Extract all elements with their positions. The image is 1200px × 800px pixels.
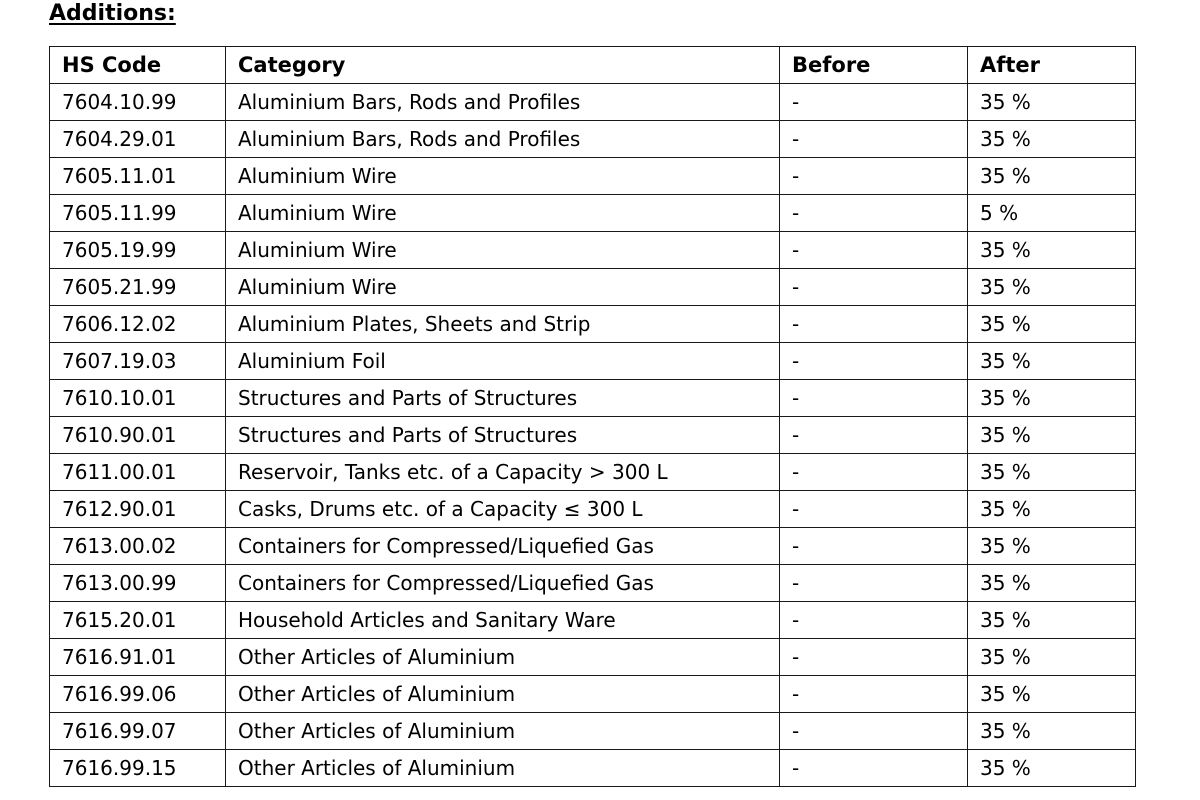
before-rate-cell: - [780, 528, 968, 565]
table-row [50, 565, 1136, 602]
before-rate-cell: - [780, 232, 968, 269]
tariff-table [49, 46, 1136, 787]
after-rate-cell: 35 % [968, 121, 1136, 158]
table-body [50, 84, 1136, 787]
category-cell: Containers for Compressed/Liquefied Gas [226, 528, 780, 565]
after-rate-cell: 35 % [968, 454, 1136, 491]
table-row [50, 676, 1136, 713]
after-rate-cell: 35 % [968, 602, 1136, 639]
category-cell: Aluminium Plates, Sheets and Strip [226, 306, 780, 343]
table-row [50, 121, 1136, 158]
before-rate-cell: - [780, 565, 968, 602]
category-cell: Other Articles of Aluminium [226, 750, 780, 787]
after-rate-cell: 35 % [968, 750, 1136, 787]
category-cell: Aluminium Bars, Rods and Profiles [226, 84, 780, 121]
category-cell: Containers for Compressed/Liquefied Gas [226, 565, 780, 602]
after-rate-cell: 35 % [968, 269, 1136, 306]
before-rate-cell: - [780, 84, 968, 121]
before-rate-cell: - [780, 380, 968, 417]
category-cell: Casks, Drums etc. of a Capacity ≤ 300 L [226, 491, 780, 528]
hs-code-cell: 7612.90.01 [50, 491, 226, 528]
after-rate-cell: 35 % [968, 528, 1136, 565]
after-rate-cell: 35 % [968, 639, 1136, 676]
header-row [50, 47, 1136, 84]
table-row [50, 158, 1136, 195]
category-cell: Household Articles and Sanitary Ware [226, 602, 780, 639]
hs-code-cell: 7604.10.99 [50, 84, 226, 121]
after-rate-cell: 35 % [968, 417, 1136, 454]
before-rate-cell: - [780, 158, 968, 195]
category-cell: Other Articles of Aluminium [226, 713, 780, 750]
table-row [50, 713, 1136, 750]
hs-code-cell: 7610.90.01 [50, 417, 226, 454]
hs-code-cell: 7606.12.02 [50, 306, 226, 343]
hs-code-cell: 7605.21.99 [50, 269, 226, 306]
table-row [50, 602, 1136, 639]
table-row [50, 84, 1136, 121]
category-cell: Structures and Parts of Structures [226, 380, 780, 417]
after-rate-cell: 35 % [968, 565, 1136, 602]
before-rate-cell: - [780, 454, 968, 491]
after-rate-cell: 35 % [968, 491, 1136, 528]
hs-code-cell: 7611.00.01 [50, 454, 226, 491]
category-cell: Aluminium Foil [226, 343, 780, 380]
hs-code-cell: 7605.11.01 [50, 158, 226, 195]
hs-code-cell: 7616.99.15 [50, 750, 226, 787]
column-header-hs-code: HS Code [50, 47, 226, 84]
category-cell: Structures and Parts of Structures [226, 417, 780, 454]
before-rate-cell: - [780, 676, 968, 713]
table-row [50, 306, 1136, 343]
category-cell: Other Articles of Aluminium [226, 676, 780, 713]
column-header-after: After [968, 47, 1136, 84]
before-rate-cell: - [780, 602, 968, 639]
after-rate-cell: 35 % [968, 232, 1136, 269]
after-rate-cell: 35 % [968, 306, 1136, 343]
hs-code-cell: 7610.10.01 [50, 380, 226, 417]
before-rate-cell: - [780, 639, 968, 676]
hs-code-cell: 7616.91.01 [50, 639, 226, 676]
before-rate-cell: - [780, 195, 968, 232]
after-rate-cell: 35 % [968, 713, 1136, 750]
category-cell: Other Articles of Aluminium [226, 639, 780, 676]
hs-code-cell: 7616.99.07 [50, 713, 226, 750]
before-rate-cell: - [780, 306, 968, 343]
after-rate-cell: 35 % [968, 676, 1136, 713]
table-row [50, 380, 1136, 417]
after-rate-cell: 35 % [968, 158, 1136, 195]
category-cell: Reservoir, Tanks etc. of a Capacity > 300 L [226, 454, 780, 491]
category-cell: Aluminium Wire [226, 195, 780, 232]
table-row [50, 417, 1136, 454]
before-rate-cell: - [780, 491, 968, 528]
table-row [50, 639, 1136, 676]
before-rate-cell: - [780, 750, 968, 787]
table-row [50, 454, 1136, 491]
category-cell: Aluminium Wire [226, 269, 780, 306]
before-rate-cell: - [780, 269, 968, 306]
hs-code-cell: 7604.29.01 [50, 121, 226, 158]
after-rate-cell: 5 % [968, 195, 1136, 232]
table-row [50, 269, 1136, 306]
hs-code-cell: 7613.00.99 [50, 565, 226, 602]
hs-code-cell: 7613.00.02 [50, 528, 226, 565]
category-cell: Aluminium Wire [226, 158, 780, 195]
table-row [50, 750, 1136, 787]
before-rate-cell: - [780, 417, 968, 454]
table-row [50, 343, 1136, 380]
table-row [50, 491, 1136, 528]
table-row [50, 195, 1136, 232]
table-row [50, 528, 1136, 565]
before-rate-cell: - [780, 121, 968, 158]
column-header-category: Category [226, 47, 780, 84]
table-row [50, 232, 1136, 269]
category-cell: Aluminium Bars, Rods and Profiles [226, 121, 780, 158]
after-rate-cell: 35 % [968, 380, 1136, 417]
before-rate-cell: - [780, 343, 968, 380]
column-header-before: Before [780, 47, 968, 84]
hs-code-cell: 7615.20.01 [50, 602, 226, 639]
after-rate-cell: 35 % [968, 343, 1136, 380]
category-cell: Aluminium Wire [226, 232, 780, 269]
hs-code-cell: 7607.19.03 [50, 343, 226, 380]
hs-code-cell: 7616.99.06 [50, 676, 226, 713]
before-rate-cell: - [780, 713, 968, 750]
hs-code-cell: 7605.11.99 [50, 195, 226, 232]
hs-code-cell: 7605.19.99 [50, 232, 226, 269]
after-rate-cell: 35 % [968, 84, 1136, 121]
section-heading: Additions: [49, 1, 176, 26]
table-header [50, 47, 1136, 84]
